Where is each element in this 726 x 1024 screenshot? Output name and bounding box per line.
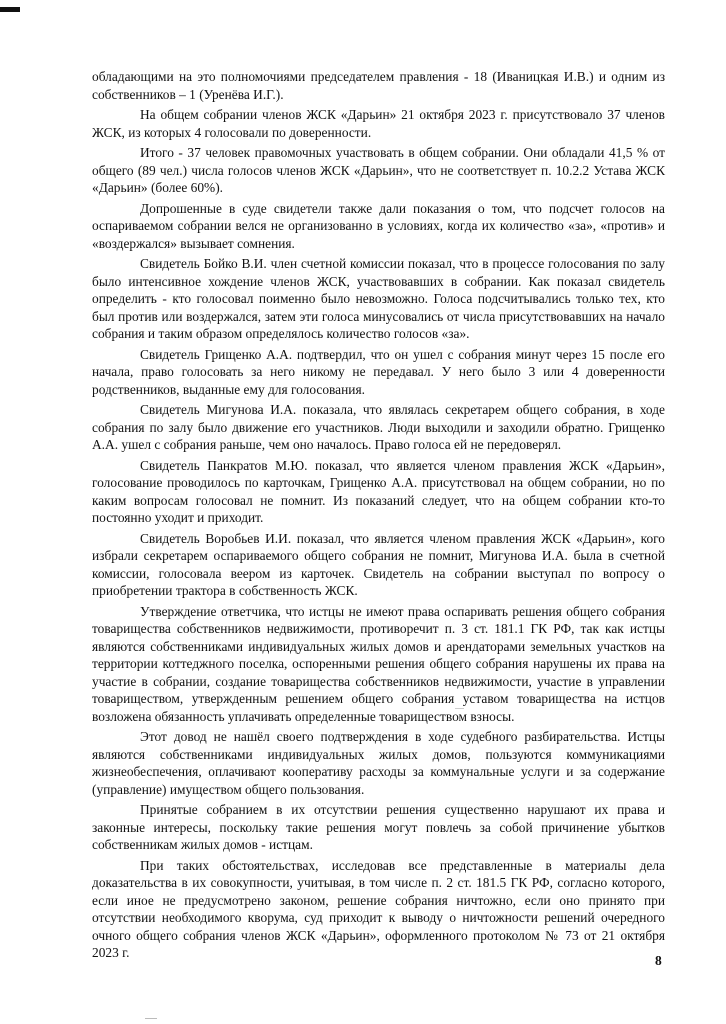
paragraph: При таких обстоятельствах, исследовав все представленные в материалы дела доказательства в их совокупности, учитывая, в том числе п. 2 ст. 181.5 ГК РФ, согласно которого, если иное не предусмотрено законом, решение собрания ничтожно, если оно принято при отсутствии необходимого кворума, суд приходит к выводу о ничтожности решений очередного очного общего собрания членов ЖСК «Дарьин», оформленного протоколом № 73 от 21 октября 2023 г. <box>92 857 665 960</box>
paragraph: Принятые собранием в их отсутствии решения существенно нарушают их права и законные интересы, поскольку такие решения могут повлечь за собой причинение убытков собственникам жилых домов - истцам. <box>92 802 665 852</box>
scan-corner-mark <box>0 7 20 12</box>
paragraph: Свидетель Бойко В.И. член счетной комиссии показал, что в процессе голосования по залу было интенсивное хождение членов ЖСК, участвовавших в собрании. Как показал свидетель определить - кто голосовал поименно было невозможно. Голоса подсчитывались только тех, кто был против или воздержался, затем эти голоса минусовались от числа присутствовавших на начало собрания и таким образом определялось количество голосов «за». <box>92 256 665 341</box>
paragraph: Утверждение ответчика, что истцы не имеют права оспаривать решения общего собрания товарищества собственников недвижимости, противоречит п. 3 ст. 181.1 ГК РФ, так как истцы являются собственниками индивидуальных жилых домов и арендаторами земельных участков на территории коттеджного поселка, оспоренными решения общего собрания нарушены их права на участие в собрании, создание товарищества собственников недвижимости, участие в управлении товариществом, утвержденным решением общего собрания уставом товарищества на истцов возложена обязанность уплачивать определенные товариществом взносы. <box>92 603 665 724</box>
paragraph: Свидетель Грищенко А.А. подтвердил, что он ушел с собрания минут через 15 после его начала, право голосовать за него никому не передавал. У него было 3 или 4 доверенности родственников, выданные ему для голосования. <box>92 346 665 397</box>
page-number: 8 <box>655 953 662 968</box>
paragraph-continuation: обладающими на это полномочиями председателем правления - 18 (Иваницкая И.В.) и одним из собственников – 1 (Уренёва И.Г.). <box>92 69 665 102</box>
paragraph: На общем собрании членов ЖСК «Дарьин» 21 октября 2023 г. присутствовало 37 членов ЖСК, из которых 4 голосовали по доверенности. <box>92 107 665 140</box>
paragraph: Этот довод не нашёл своего подтверждения в ходе судебного разбирательства. Истцы являются собственниками индивидуальных жилых домов, пользуются коммуникациями жизнеобеспечения, оплачивают кооперативу расходы за коммунальные услуги и за содержание (управление) имуществом общего пользования. <box>92 729 665 797</box>
paragraph: Свидетель Мигунова И.А. показала, что являлась секретарем общего собрания, в ходе собрания по залу было движение его участников. Люди выходили и заходили обратно. Грищенко А.А. ушел с собрания раньше, чем оно началось. Право голоса ей не передоверял. <box>92 402 665 452</box>
scan-speck <box>145 1018 157 1019</box>
paragraph: Допрошенные в суде свидетели также дали показания о том, что подсчет голосов на оспариваемом собрании велся не организованно в условиях, когда их количество «за», «против» и «воздержался» вызывает сомнения. <box>92 200 665 251</box>
paragraph: Итого - 37 человек правомочных участвовать в общем собрании. Они обладали 41,5 % от общего (89 чел.) числа голосов членов ЖСК «Дарьин», что не соответствует п. 10.2.2 Устава ЖСК «Дарьин» (более 60%). <box>92 145 665 195</box>
paragraph: Свидетель Воробьев И.И. показал, что является членом правления ЖСК «Дарьин», кого избрали секретарем оспариваемого общего собрания не помнит, Мигунова И.А. была в счетной комиссии, голосовала веером из карточек. Свидетель на собрании выступал по вопросу о приобретении трактора в собственность ЖСК. <box>92 530 665 598</box>
document-body <box>92 68 665 965</box>
paragraph: Свидетель Панкратов М.Ю. показал, что является членом правления ЖСК «Дарьин», голосование проводилось по карточкам, Грищенко А.А. присутствовал на общем собрании, но по каким вопросам голосовал не помнит. Из показаний следует, что на общем собрании кто-то постоянно уходит и приходит. <box>92 457 665 525</box>
scan-speck <box>455 708 464 709</box>
